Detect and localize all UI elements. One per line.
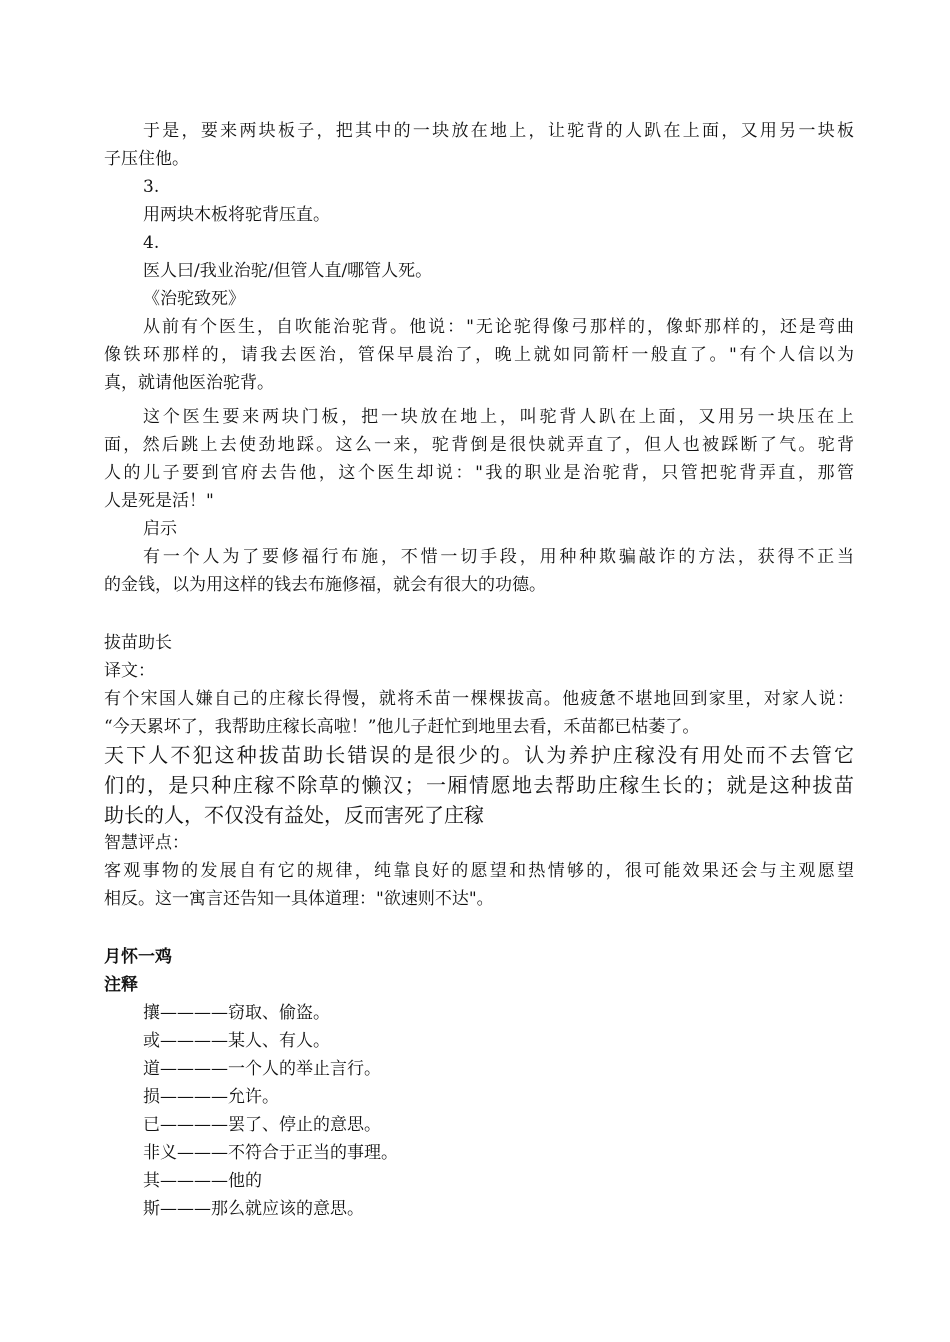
wisdom-label: 智慧评点： (104, 833, 189, 853)
paragraph-line: 有个宋国人嫌自己的庄稼长得慢，就将禾苗一棵棵拔高。他疲惫不堪地回到家里，对家人说： (104, 689, 854, 709)
paragraph-line: 有一个人为了要修福行布施，不惜一切手段，用种种欺骗敲诈的方法，获得不正当 (143, 547, 854, 567)
section-title: 月怀一鸡 (104, 947, 172, 967)
paragraph-line: 像铁环那样的，请我去医治，管保早晨治了，晚上就如同箭杆一般直了。"有个人信以为 (104, 345, 854, 365)
note-item: 非义———不符合于正当的事理。 (143, 1143, 398, 1163)
paragraph-line-large: 天下人不犯这种拔苗助长错误的是很少的。认为养护庄稼没有用处而不去管它 (104, 743, 854, 767)
paragraph-line-large: 们的，是只种庄稼不除草的懒汉；一厢情愿地去帮助庄稼生长的；就是这种拔苗 (104, 773, 854, 797)
paragraph-line: 子压住他。 (104, 149, 189, 169)
moral-heading: 启示 (143, 519, 177, 539)
answer-text: 用两块木板将驼背压直。 (143, 205, 330, 225)
paragraph-line: 客观事物的发展自有它的规律，纯靠良好的愿望和热情够的，很可能效果还会与主观愿望 (104, 861, 854, 881)
paragraph-line: 人的儿子要到官府去告他，这个医生却说："我的职业是治驼背，只管把驼背弄直，那管 (104, 463, 854, 483)
paragraph-line: 于是，要来两块板子，把其中的一块放在地上，让驼背的人趴在上面，又用另一块板 (143, 121, 854, 141)
notes-heading: 注释 (104, 975, 138, 995)
paragraph-line: 相反。这一寓言还告知一具体道理："欲速则不达"。 (104, 889, 494, 909)
paragraph-line: 从前有个医生，自吹能治驼背。他说："无论驼得像弓那样的，像虾那样的，还是弯曲 (143, 317, 854, 337)
note-item: 道————一个人的举止言行。 (143, 1059, 381, 1079)
note-item: 已————罢了、停止的意思。 (143, 1115, 381, 1135)
answer-text: 医人曰/我业治驼/但管人直/哪管人死。 (143, 261, 433, 281)
paragraph-line: 真，就请他医治驼背。 (104, 373, 274, 393)
paragraph-line: “今天累坏了，我帮助庄稼长高啦！”他儿子赶忙到地里去看，禾苗都已枯萎了。 (104, 717, 700, 737)
note-item: 斯———那么就应该的意思。 (143, 1199, 364, 1219)
paragraph-line: 这个医生要来两块门板，把一块放在地上，叫驼背人趴在上面，又用另一块压在上 (143, 407, 854, 427)
item-number: 3. (143, 177, 160, 197)
note-item: 攘————窃取、偷盗。 (143, 1003, 330, 1023)
translation-label: 译文： (104, 661, 155, 681)
paragraph-line-large: 助长的人，不仅没有益处，反而害死了庄稼 (104, 803, 484, 827)
section-title: 拔苗助长 (104, 633, 172, 653)
paragraph-line: 人是死是活！" (104, 491, 214, 511)
paragraph-line: 的金钱，以为用这样的钱去布施修福，就会有很大的功德。 (104, 575, 546, 595)
note-item: 损————允许。 (143, 1087, 279, 1107)
note-item: 或————某人、有人。 (143, 1031, 330, 1051)
note-item: 其————他的 (143, 1171, 262, 1191)
paragraph-line: 面，然后跳上去使劲地踩。这么一来，驼背倒是很快就弄直了，但人也被踩断了气。驼背 (104, 435, 854, 455)
item-number: 4. (143, 233, 160, 253)
story-title: 《治驼致死》 (143, 289, 245, 309)
